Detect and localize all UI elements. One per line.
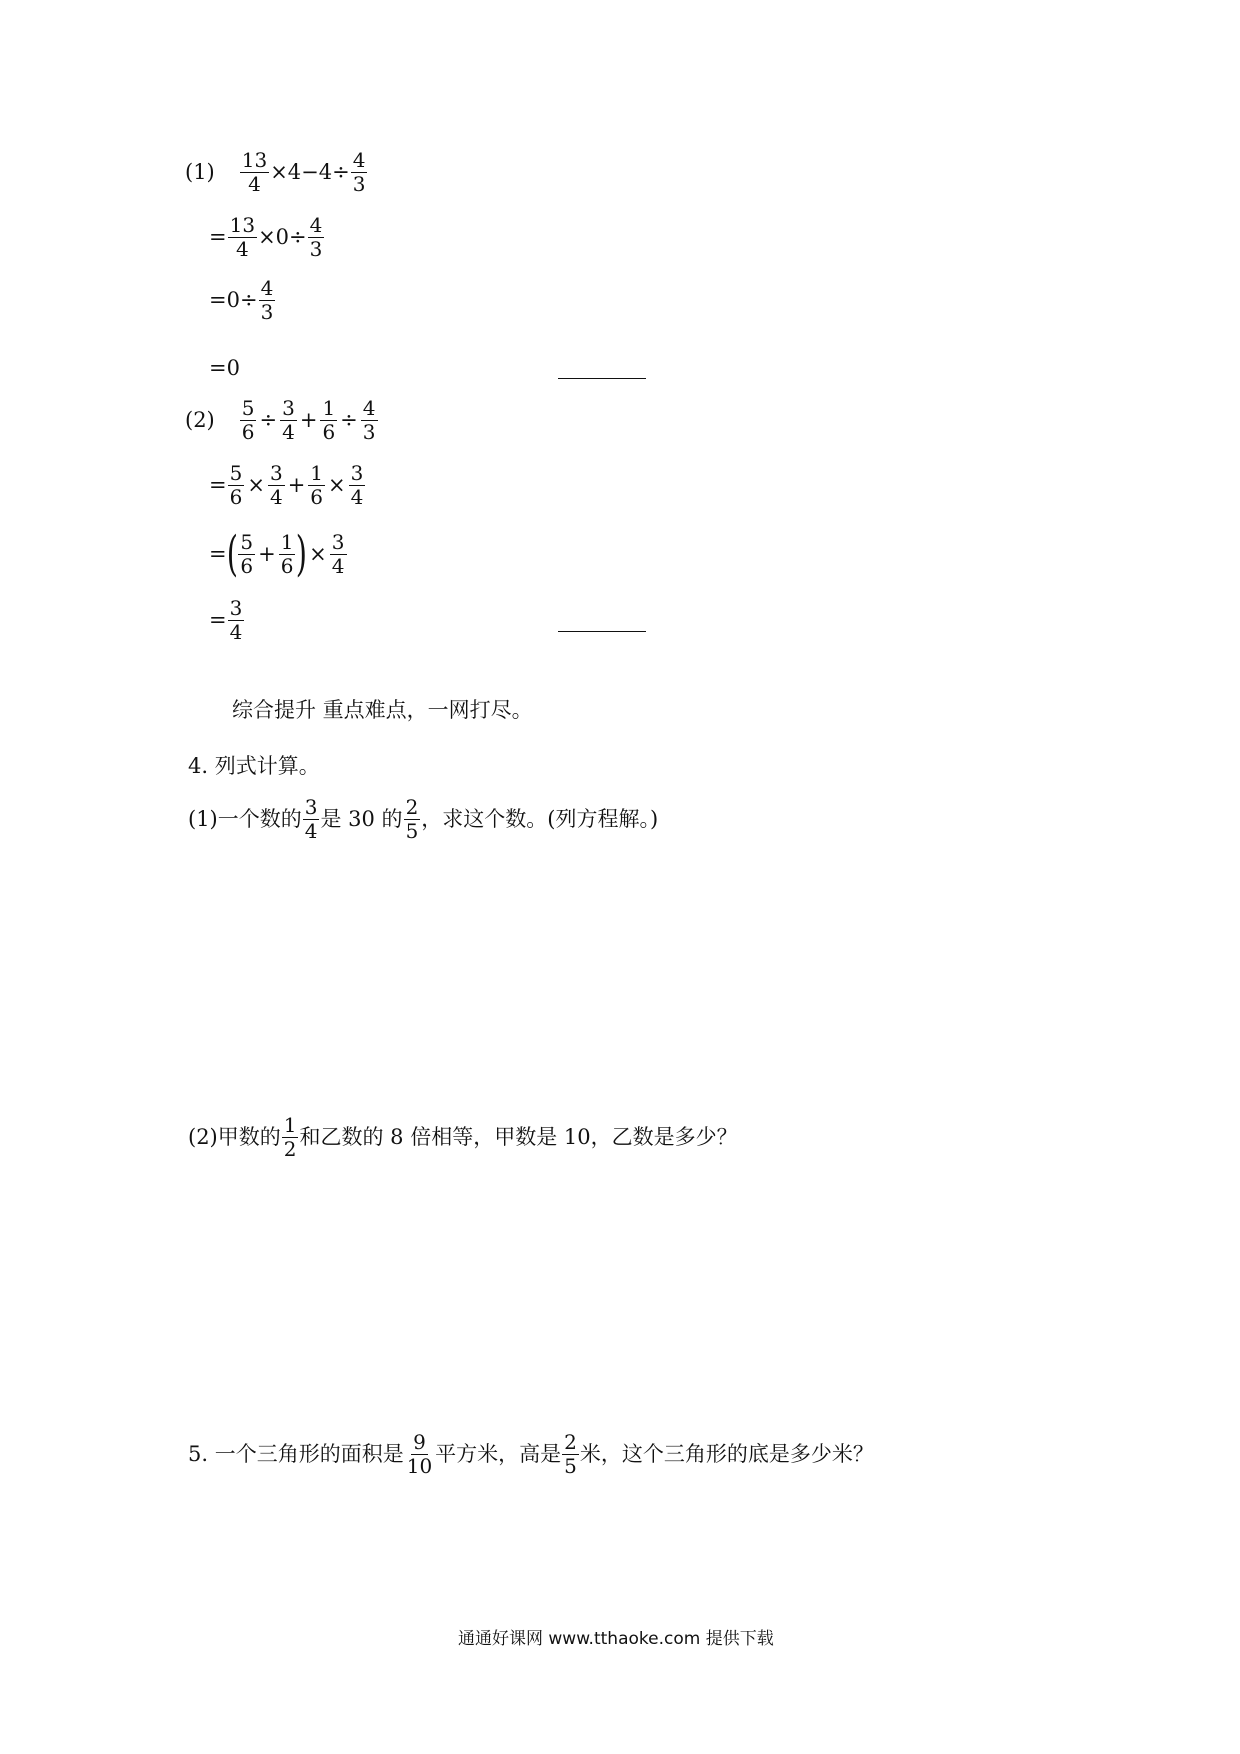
equals-sign: = <box>209 541 227 566</box>
fraction: $\frac{3}{4}$ <box>304 795 318 843</box>
right-paren: ) <box>296 526 308 582</box>
operator: × <box>309 541 327 566</box>
fraction: $\frac{5}{6}$ <box>229 461 243 509</box>
p3-part2-line4 <box>209 598 245 643</box>
fraction: $\frac{4}{3}$ <box>260 276 274 324</box>
fraction: $\frac{3}{4}$ <box>331 529 345 578</box>
expression-text: ×4−4÷ <box>270 160 350 184</box>
expression-text: 0÷ <box>226 288 258 312</box>
p3-part2-line3 <box>209 526 348 582</box>
operator: + <box>299 408 318 432</box>
fraction: $\frac{1}{2}$ <box>283 1113 297 1161</box>
fraction: $\frac{13}{4}$ <box>241 148 268 196</box>
p3-part1-line1 <box>185 150 368 195</box>
p3-part2-line2 <box>209 463 366 508</box>
question-text: (2)甲数的 <box>188 1125 281 1149</box>
question-text: ，求这个数。(列方程解。) <box>421 807 659 831</box>
fraction: $\frac{4}{3}$ <box>362 396 376 444</box>
answer-blank-1[interactable] <box>558 378 646 379</box>
expression-text: ×0÷ <box>258 225 307 249</box>
problem5 <box>188 1432 874 1477</box>
fraction: $\frac{1}{6}$ <box>322 396 336 444</box>
problem4-q2 <box>188 1115 738 1160</box>
equals-sign: = <box>209 225 227 249</box>
question-text: (1)一个数的 <box>188 807 302 831</box>
fraction: $\frac{4}{3}$ <box>309 213 323 261</box>
fraction: $\frac{3}{4}$ <box>350 461 364 509</box>
problem4-title: 4. 列式计算。 <box>188 754 320 778</box>
equals-sign: = <box>209 608 227 632</box>
operator: × <box>247 473 265 497</box>
p3-part1-line4 <box>209 358 240 379</box>
equals-sign: = <box>209 473 227 497</box>
question-text: 平方米，高是 <box>435 1442 562 1466</box>
question-text: 是 30 的 <box>320 807 403 831</box>
question-text: 和乙数的 8 倍相等，甲数是 10，乙数是多少？ <box>299 1125 738 1149</box>
p3-part1-line2 <box>209 215 325 260</box>
problem4-q1 <box>188 797 658 842</box>
answer-blank-2[interactable] <box>558 631 646 632</box>
fraction: $\frac{13}{4}$ <box>229 213 256 261</box>
fraction: $\frac{1}{6}$ <box>310 461 324 509</box>
p3-part2-label: (2) <box>185 408 215 432</box>
fraction: $\frac{5}{6}$ <box>241 396 255 444</box>
left-paren: ( <box>226 526 238 582</box>
operator: × <box>328 473 346 497</box>
fraction: $\frac{3}{4}$ <box>282 396 295 444</box>
fraction: $\frac{5}{6}$ <box>240 529 254 578</box>
fraction: $\frac{2}{5}$ <box>405 795 419 843</box>
fraction: $\frac{3}{4}$ <box>269 461 283 509</box>
operator: + <box>258 541 276 566</box>
section-heading: 综合提升 重点难点，一网打尽。 <box>232 698 533 722</box>
expression-text: =0 <box>209 356 240 380</box>
equals-sign: = <box>209 288 227 312</box>
fraction: $\frac{1}{6}$ <box>280 529 294 578</box>
fraction: $\frac{9}{10}$ <box>406 1430 433 1478</box>
fraction: $\frac{4}{3}$ <box>352 148 366 196</box>
operator: + <box>287 473 306 497</box>
question-text: 5. 一个三角形的面积是 <box>188 1442 404 1466</box>
footer-text: 通通好课网 www.tthaoke.com 提供下载 <box>458 1629 774 1649</box>
fraction: $\frac{3}{4}$ <box>229 596 243 644</box>
p3-part1-line3 <box>209 278 276 323</box>
operator: ÷ <box>340 408 358 432</box>
p3-part1-label: (1) <box>185 160 215 184</box>
question-text: 米，这个三角形的底是多少米？ <box>579 1442 874 1466</box>
operator: ÷ <box>259 408 278 432</box>
fraction: $\frac{2}{5}$ <box>564 1430 577 1478</box>
p3-part2-line1 <box>185 398 379 443</box>
